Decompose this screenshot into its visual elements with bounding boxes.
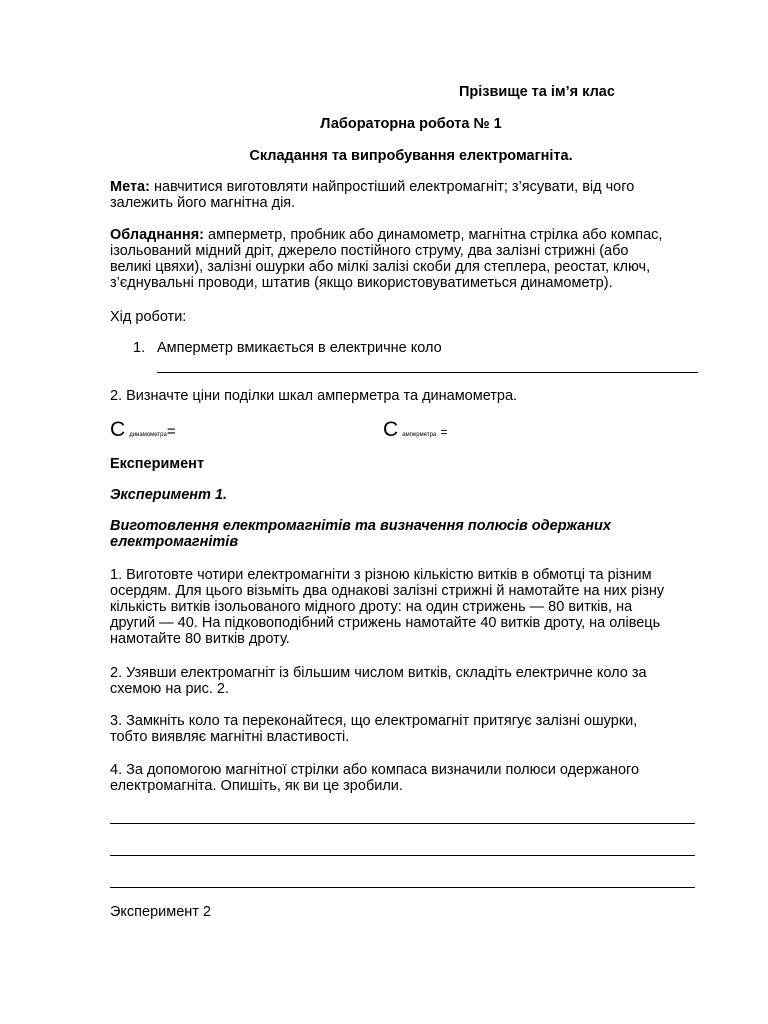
procedure-step2-text: 2. Визначте ціни поділки шкал амперметра та динамометра.	[110, 388, 518, 404]
exp-step4-line2: електромагніта. Опишіть, як ви це зробили.	[110, 778, 403, 794]
procedure-step1-text: Амперметр вмикається в електричне коло	[157, 340, 442, 356]
dyn-subscript: динамометра	[129, 432, 167, 438]
exp-step3-line1: 3. Замкніть коло та переконайтеся, що електромагніт притягує залізні ошурки,	[110, 713, 638, 729]
experiment1-title: Эксперимент 1.	[110, 487, 228, 503]
amp-equals: =	[440, 425, 448, 439]
goal-text-line1: навчитися виготовляти найпростіший електромагніт; з’ясувати, від чого	[149, 179, 635, 195]
exp-step1-line1: 1. Виготовте чотири електромагніти з різною кількістю витків в обмотці та різним	[110, 567, 652, 583]
exp-step1-line5: намотайте 80 витків дроту.	[110, 631, 290, 647]
exp-step1-line2: осердям. Для цього візьміть два однакові залізні стрижні й намотайте на них різну	[110, 583, 665, 599]
lab-title: Лабораторна робота № 1	[320, 116, 502, 132]
equipment-paragraph	[110, 227, 710, 291]
lab-subject: Складання та випробування електромагніта.	[249, 148, 573, 164]
exp-step1-line4: другий — 40. На підковоподібний стрижень намотайте 40 витків дроту, на олівець	[110, 615, 661, 631]
equipment-label: Обладнання:	[110, 227, 204, 243]
exp-step2-paragraph	[110, 665, 710, 697]
experiment1-subtitle	[110, 518, 710, 550]
answer-line-3[interactable]	[110, 887, 695, 888]
exp-step1-line3: кількість витків ізольованого мідного дроту: на один стрижень — 80 витків, на	[110, 599, 633, 615]
equipment-text-line1: амперметр, пробник або динамометр, магнітна стрілка або компас,	[203, 227, 663, 243]
answer-line-1[interactable]	[110, 823, 695, 824]
exp-step4-paragraph	[110, 762, 710, 794]
experiment2-title: Эксперимент 2	[110, 904, 212, 920]
amp-letter: С	[383, 418, 399, 441]
exp-step3-line2: тобто виявляє магнітні властивості.	[110, 729, 350, 745]
exp-step2-line1: 2. Узявши електромагніт із більшим числом витків, складіть електричне коло за	[110, 665, 647, 681]
exp1-subtitle-line1: Виготовлення електромагнітів та визначення полюсів одержаних	[110, 518, 611, 534]
equipment-text-line2: ізольований мідний дріт, джерело постійного струму, два залізні стрижні (або	[110, 243, 629, 259]
experiment-heading: Експеримент	[110, 456, 205, 472]
exp1-subtitle-line2: електромагнітів	[110, 534, 239, 550]
goal-text-line2: залежить його магнітна дія.	[110, 195, 296, 211]
exp-step2-line2: схемою на рис. 2.	[110, 681, 230, 697]
goal-label: Мета:	[110, 179, 150, 195]
name-class-header: Прізвище та ім’я клас	[459, 84, 615, 100]
dyn-equals: =	[166, 423, 176, 440]
procedure-heading: Хід роботи:	[110, 309, 187, 325]
dyn-letter: С	[110, 418, 126, 441]
exp-step3-paragraph	[110, 713, 710, 745]
answer-line-2[interactable]	[110, 855, 695, 856]
step1-answer-line[interactable]	[157, 372, 698, 373]
exp-step4-line1: 4. За допомогою магнітної стрілки або компаса визначили полюси одержаного	[110, 762, 640, 778]
equipment-text-line3: великі цвяхи), залізні ошурки або мілкі залізі скоби для степлера, реостат, ключ,	[110, 259, 651, 275]
exp-step1-paragraph	[110, 567, 710, 647]
ammeter-scale-value	[383, 419, 447, 446]
equipment-text-line4: з’єднувальні проводи, штатив (якщо використовуватиметься динамометр).	[110, 275, 613, 291]
procedure-step1-number: 1.	[133, 340, 146, 356]
goal-paragraph	[110, 179, 710, 211]
amp-subscript: амперметра	[402, 432, 437, 438]
dynamometer-scale-value	[110, 419, 176, 446]
